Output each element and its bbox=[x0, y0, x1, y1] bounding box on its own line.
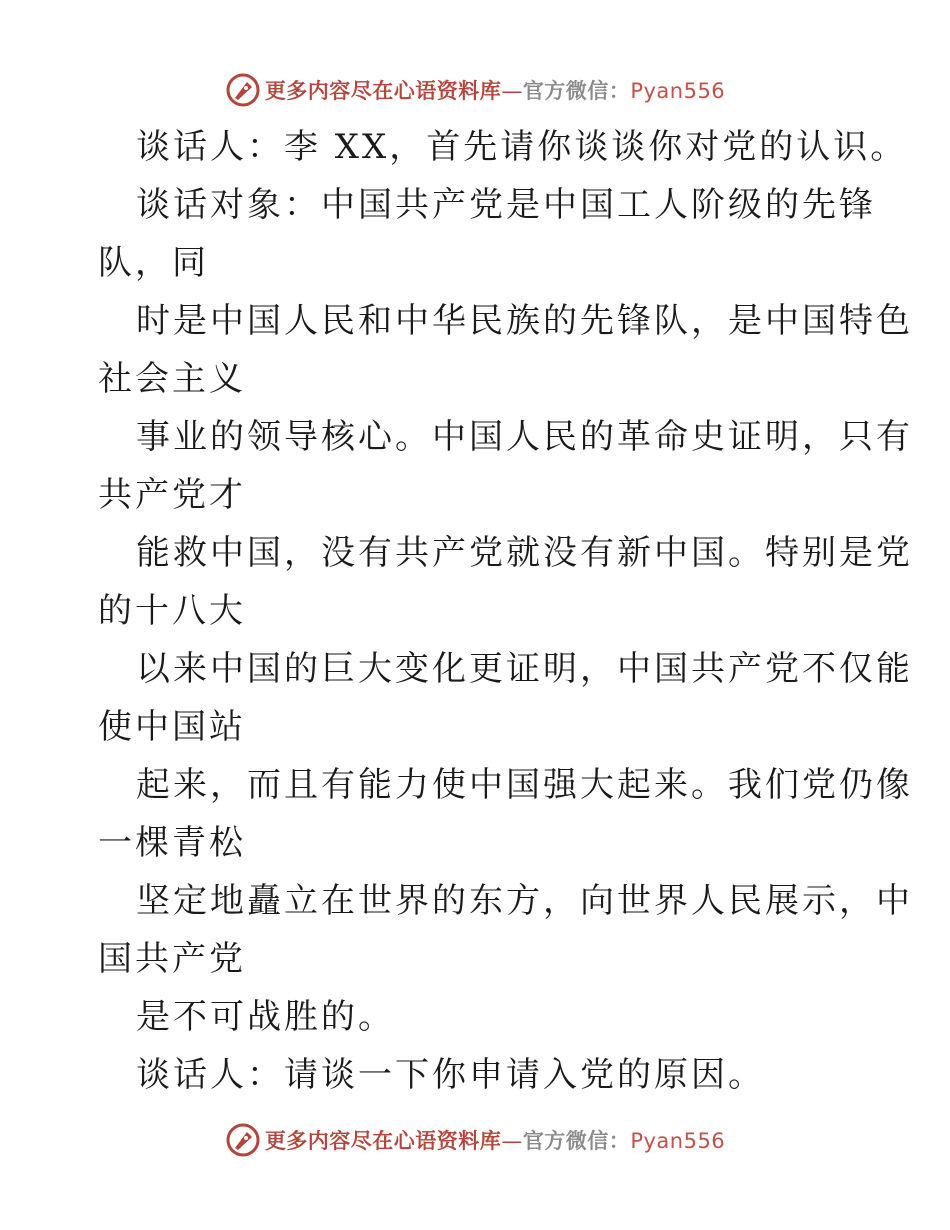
text-line: 时是中国人民和中华民族的先锋队，是中国特色 bbox=[136, 301, 913, 341]
text-line: 是不可战胜的。 bbox=[136, 997, 395, 1037]
footer-banner bbox=[0, 1120, 950, 1160]
text-line: 谈话对象：中国共产党是中国工人阶级的先锋 bbox=[136, 185, 876, 225]
text-line: 的十八大 bbox=[98, 591, 246, 631]
text-line: 能救中国，没有共产党就没有新中国。特别是党 bbox=[136, 533, 913, 573]
text-line: 坚定地矗立在世界的东方，向世界人民展示，中 bbox=[136, 881, 913, 921]
text-line: 共产党才 bbox=[98, 475, 246, 515]
pen-nib-logo-icon bbox=[225, 72, 261, 108]
banner-text: 更多内容尽在心语资料库—官方微信：Pyan556 bbox=[264, 1129, 726, 1153]
document-body bbox=[98, 118, 913, 1104]
text-line: 使中国站 bbox=[98, 707, 246, 747]
text-line: 谈话人：请谈一下你申请入党的原因。 bbox=[136, 1055, 765, 1095]
text-line: 社会主义 bbox=[98, 359, 246, 399]
pen-nib-logo-icon bbox=[225, 1122, 261, 1158]
text-line: 国共产党 bbox=[98, 939, 246, 979]
text-line: 事业的领导核心。中国人民的革命史证明，只有 bbox=[136, 417, 913, 457]
text-line: 以来中国的巨大变化更证明，中国共产党不仅能 bbox=[136, 649, 913, 689]
header-banner bbox=[0, 70, 950, 110]
text-line: 队，同 bbox=[98, 243, 209, 283]
banner-text: 更多内容尽在心语资料库—官方微信：Pyan556 bbox=[264, 79, 726, 103]
text-line: 谈话人：李 XX，首先请你谈谈你对党的认识。 bbox=[136, 127, 908, 167]
text-line: 一棵青松 bbox=[98, 823, 246, 863]
text-line: 起来，而且有能力使中国强大起来。我们党仍像 bbox=[136, 765, 913, 805]
